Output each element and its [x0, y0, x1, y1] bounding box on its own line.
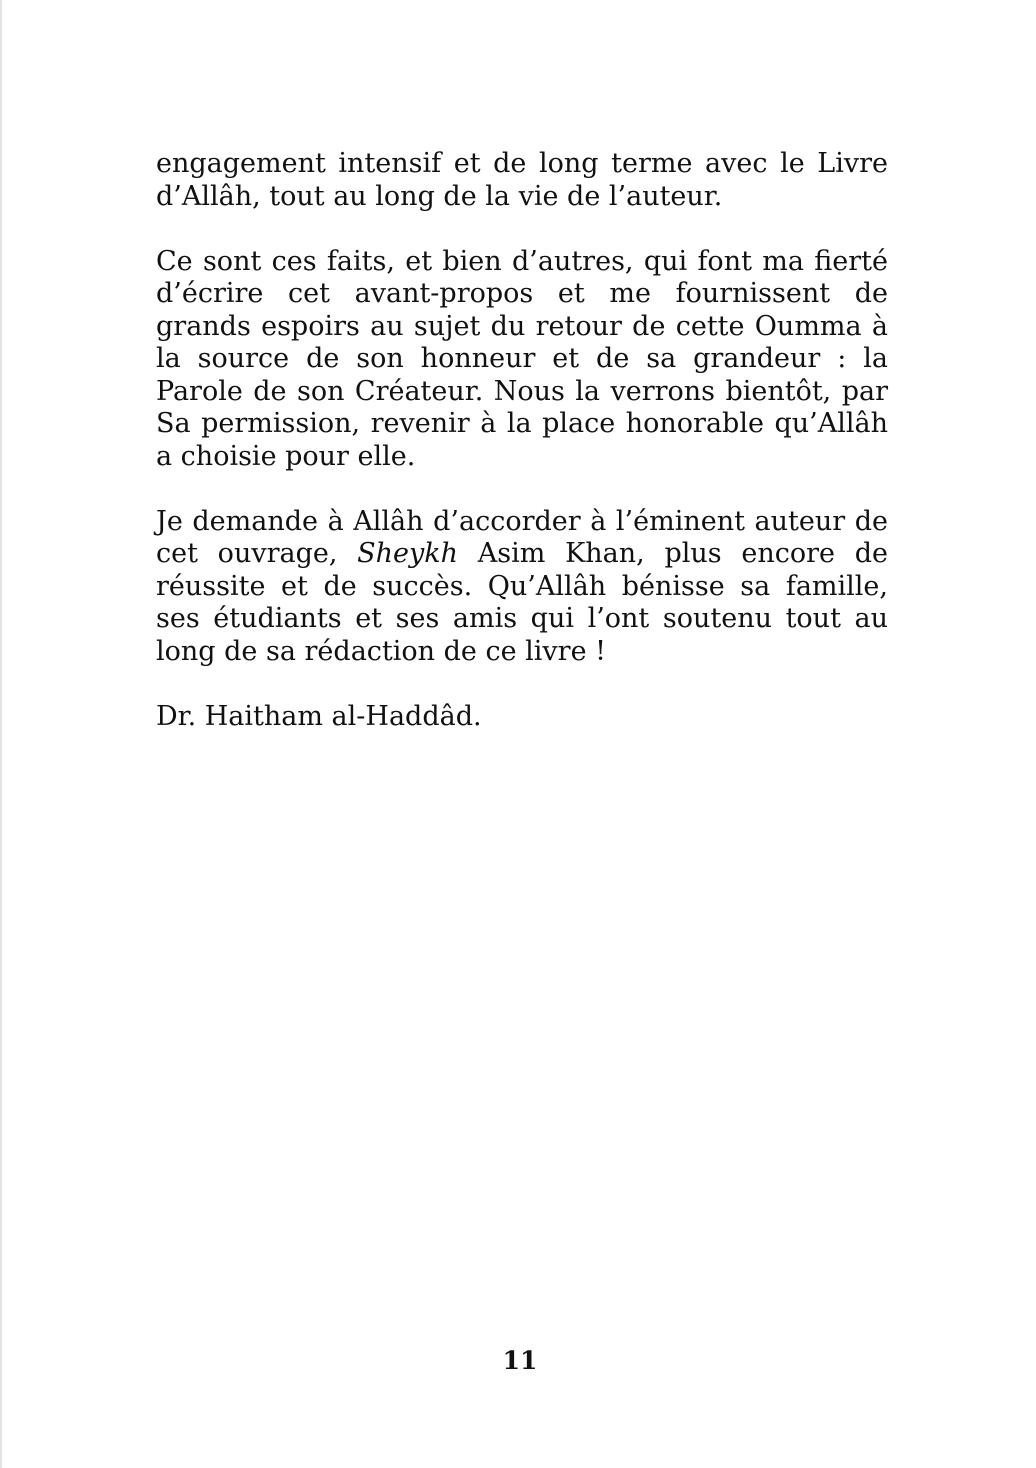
- paragraph-3-start: Je demande à Allâh d’accorder à l’éminent auteur de cet ouvrage,: [156, 505, 888, 569]
- paragraph-3-end: Asim Khan, plus encore de réussite et de succès. Qu’Allâh bénisse sa famille, ses étudiants et ses amis qui l’ont soutenu tout au long de sa rédaction de ce livre !: [156, 538, 888, 667]
- paragraph-1: engagement intensif et de long terme avec le Livre d’Allâh, tout au long de la vie de l’auteur.: [156, 148, 888, 212]
- italic-title: Sheykh: [357, 538, 459, 569]
- page-number: 11: [502, 1346, 538, 1375]
- paragraph-2: Ce sont ces faits, et bien d’autres, qui font ma fierté d’écrire cet avant-propos et me fournissent de grands espoirs au sujet du retour de cette Oumma à la source de son honneur et de sa grandeur : la Parole de son Créateur. Nous la verrons bientôt, par Sa permission, revenir à la place honorable qu’Allâh a choisie pour elle.: [156, 245, 888, 472]
- body-text: [156, 148, 888, 766]
- paragraph-3: [156, 506, 888, 669]
- signature-line: Dr. Haitham al-Haddâd.: [156, 700, 482, 732]
